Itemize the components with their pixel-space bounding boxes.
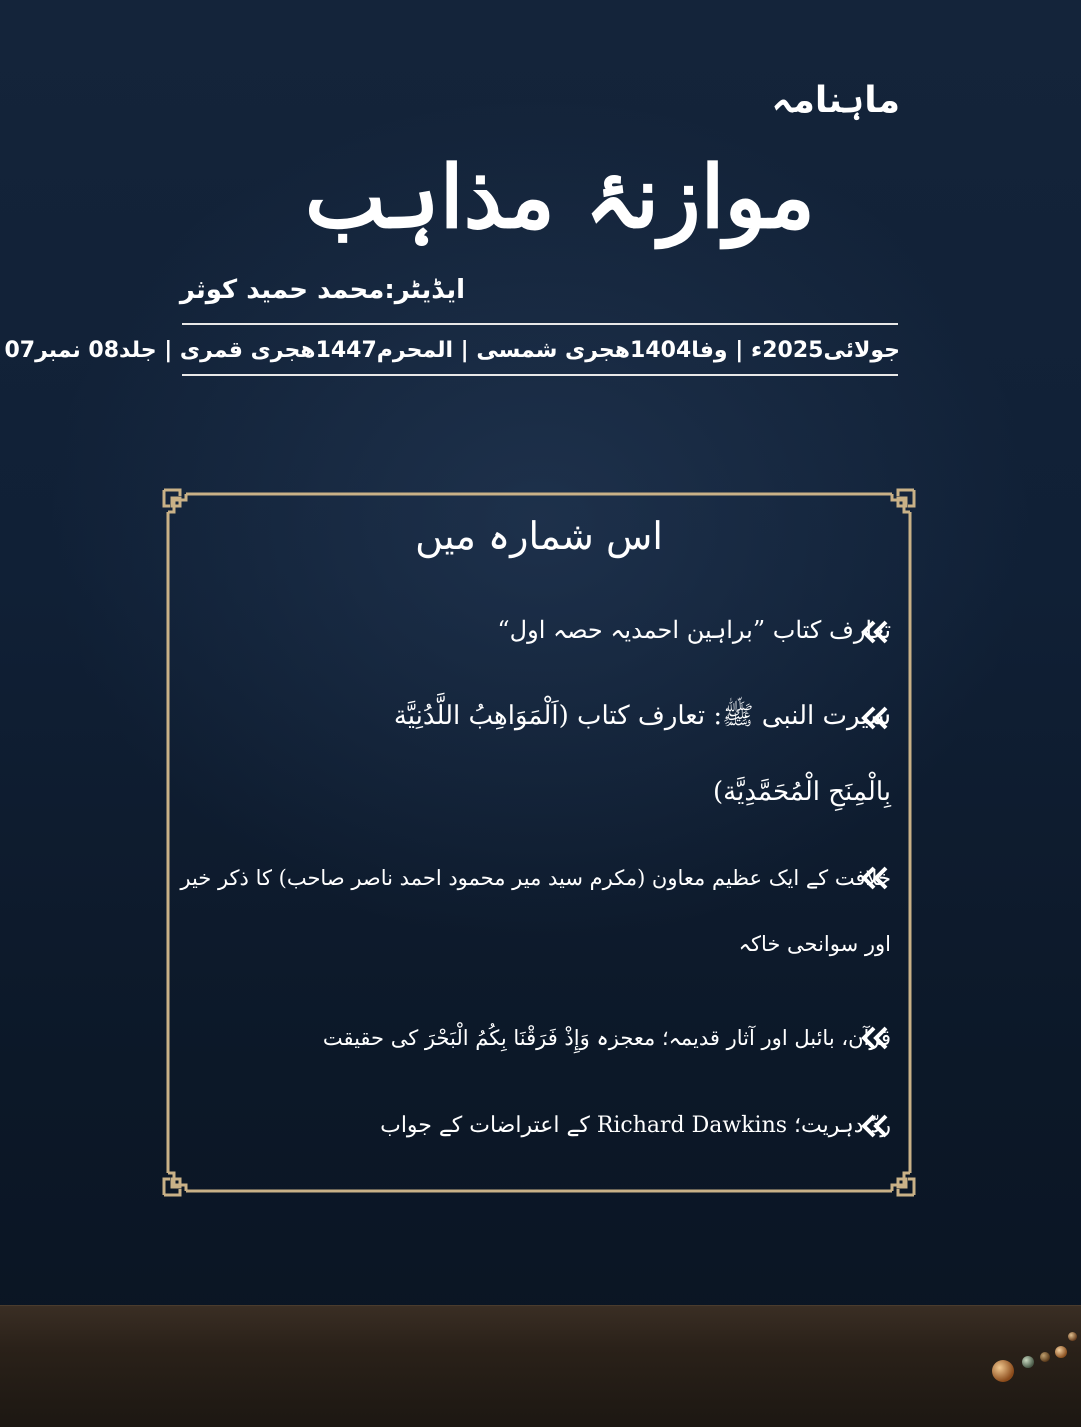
toc-item-2-line2: بِالْمِنَحِ الْمُحَمَّدِيَّة) [713, 777, 891, 807]
editor-line: ایڈیٹر:محمد حمید کوثر [179, 275, 465, 305]
contents-heading: اس شمارہ میں [415, 514, 663, 558]
magazine-title: موازنۂ مذاہب [304, 147, 815, 248]
prayer-bead [1022, 1356, 1034, 1368]
frame-border [160, 486, 918, 1199]
toc-item-2 [394, 684, 891, 824]
top-rule [182, 323, 898, 325]
magazine-kind-label: ماہنامہ [771, 80, 900, 121]
prayer-bead [1068, 1332, 1077, 1341]
toc-item-5-text: ردّ دہریت؛ Richard Dawkins کے اعتراضات کے جواب [380, 1113, 891, 1138]
toc-item-1-text: تعارف کتاب ”براہین احمدیہ حصہ اول“ [497, 616, 891, 644]
toc-item-2-line1: سیرت النبی ﷺ: تعارف کتاب (اَلْمَوَاهِبُ اللَّدُنِيَّة [393, 701, 891, 731]
contents-frame [160, 486, 918, 1199]
prayer-bead [992, 1360, 1014, 1382]
toc-item-1 [497, 598, 891, 662]
toc-item-5 [380, 1094, 891, 1158]
toc-item-4-text: قرآن، بائبل اور آثار قدیمہ؛ معجزہ وَإِذْ فَرَقْنَا بِكُمُ الْبَحْرَ کی حقیقت [322, 1026, 891, 1050]
toc-item-3-line1: خلافت کے ایک عظیم معاون (مکرم سید میر محمود احمد ناصر صاحب) کا ذکر خیر [180, 866, 891, 890]
toc-item-3 [180, 846, 891, 976]
wooden-table-surface [0, 1305, 1081, 1427]
prayer-bead [1055, 1346, 1067, 1358]
bottom-rule [182, 374, 898, 376]
toc-item-4 [323, 1006, 891, 1070]
toc-item-3-line2: اور سوانحی خاکہ [738, 932, 891, 956]
issue-info: جولائی2025ء | وفا1404ھجری شمسی | المحرم1447ھجری قمری | جلد08 نمبر07 [4, 338, 900, 363]
prayer-bead [1040, 1352, 1050, 1362]
